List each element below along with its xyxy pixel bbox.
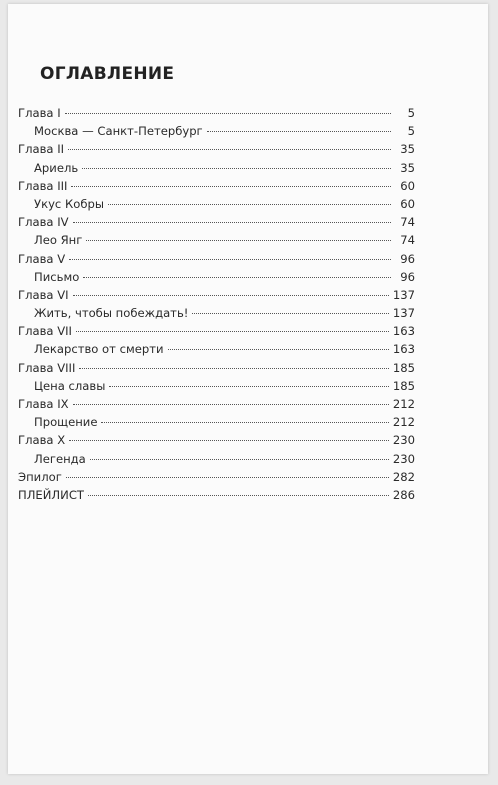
toc-page-number: 185 bbox=[392, 378, 415, 393]
toc-entry bbox=[18, 104, 415, 122]
toc-page-number: 212 bbox=[392, 415, 415, 430]
toc-page-number: 5 bbox=[407, 106, 415, 120]
toc-page-number: 282 bbox=[392, 469, 415, 484]
dot-leader bbox=[73, 294, 389, 296]
toc-subentry bbox=[18, 268, 415, 286]
toc-page-number: 96 bbox=[400, 251, 415, 266]
dot-leader bbox=[90, 458, 389, 460]
toc-page-number: 185 bbox=[392, 360, 415, 375]
toc-subentry bbox=[18, 231, 415, 249]
toc-entry bbox=[18, 431, 415, 449]
dot-leader bbox=[83, 276, 391, 278]
toc-entry bbox=[18, 468, 415, 486]
toc-entry-title: Жить, чтобы побеждать! bbox=[34, 306, 189, 321]
dot-leader bbox=[168, 348, 389, 350]
page-title: ОГЛАВЛЕНИЕ bbox=[40, 64, 175, 84]
toc-entry-title: Цена славы bbox=[34, 378, 106, 393]
toc-entry-title: Ариель bbox=[34, 160, 79, 175]
toc-page-number: 74 bbox=[400, 233, 415, 248]
toc-entry bbox=[18, 395, 415, 413]
toc-entry-title: ПЛЕЙЛИСТ bbox=[18, 487, 85, 502]
toc-subentry bbox=[18, 450, 415, 468]
toc-entry bbox=[18, 250, 415, 268]
dot-leader bbox=[79, 367, 388, 369]
toc-entry bbox=[18, 359, 415, 377]
dot-leader bbox=[192, 312, 388, 314]
toc-entry bbox=[18, 213, 415, 231]
toc-page-number: 35 bbox=[400, 160, 415, 175]
toc-subentry bbox=[18, 195, 415, 213]
dot-leader bbox=[65, 112, 391, 114]
dot-leader bbox=[86, 239, 391, 241]
toc-entry-title: Глава III bbox=[18, 178, 68, 193]
toc-entry-title: Глава VIII bbox=[18, 360, 76, 375]
toc-entry-title: Глава I bbox=[18, 106, 61, 120]
dot-leader bbox=[69, 258, 391, 260]
toc-page-number: 74 bbox=[400, 215, 415, 230]
toc-page-number: 230 bbox=[392, 451, 415, 466]
dot-leader bbox=[88, 494, 389, 496]
toc-page-number: 163 bbox=[392, 342, 415, 357]
toc-entry bbox=[18, 486, 415, 504]
dot-leader bbox=[109, 385, 388, 387]
dot-leader bbox=[101, 421, 388, 423]
toc-page-number: 137 bbox=[392, 306, 415, 321]
toc-entry-title: Глава X bbox=[18, 433, 66, 448]
toc-page-number: 230 bbox=[392, 433, 415, 448]
toc-entry bbox=[18, 177, 415, 195]
toc-entry-title: Лекарство от смерти bbox=[34, 342, 164, 357]
dot-leader bbox=[108, 203, 391, 205]
dot-leader bbox=[73, 221, 391, 223]
dot-leader bbox=[76, 330, 389, 332]
toc-entry bbox=[18, 322, 415, 340]
dot-leader bbox=[68, 148, 391, 150]
dot-leader bbox=[69, 439, 389, 441]
dot-leader bbox=[73, 403, 389, 405]
toc-page-number: 60 bbox=[400, 178, 415, 193]
toc-entry-title: Глава IX bbox=[18, 397, 69, 411]
toc-entry-title: Глава II bbox=[18, 142, 65, 157]
toc-entry-title: Глава VII bbox=[18, 324, 72, 339]
toc-page-number: 96 bbox=[400, 269, 415, 284]
toc-subentry bbox=[18, 122, 415, 140]
dot-leader bbox=[71, 185, 391, 187]
toc-page-number: 5 bbox=[407, 124, 415, 139]
toc-entry-title: Легенда bbox=[34, 451, 86, 466]
toc-subentry bbox=[18, 377, 415, 395]
toc-entry-title: Письмо bbox=[34, 269, 80, 284]
toc-entry-title: Глава V bbox=[18, 251, 66, 266]
dot-leader bbox=[82, 167, 391, 169]
dot-leader bbox=[66, 476, 389, 478]
toc-subentry bbox=[18, 304, 415, 322]
toc-entry-title: Прощение bbox=[34, 415, 98, 430]
toc-page-number: 60 bbox=[400, 196, 415, 211]
toc-subentry bbox=[18, 340, 415, 358]
toc-page-number: 35 bbox=[400, 142, 415, 157]
book-page bbox=[8, 4, 488, 774]
toc-page-number: 137 bbox=[392, 287, 415, 302]
toc-entry-title: Москва — Санкт-Петербург bbox=[34, 124, 203, 139]
toc-page-number: 163 bbox=[392, 324, 415, 339]
toc-page-number: 286 bbox=[392, 487, 415, 502]
toc-entry-title: Лео Янг bbox=[34, 233, 83, 248]
toc-entry-title: Эпилог bbox=[18, 469, 62, 484]
toc-subentry bbox=[18, 159, 415, 177]
toc-entry-title: Глава VI bbox=[18, 287, 69, 302]
dot-leader bbox=[207, 130, 391, 132]
toc-entry-title: Глава IV bbox=[18, 215, 69, 230]
toc-entry bbox=[18, 286, 415, 304]
toc-entry-title: Укус Кобры bbox=[34, 196, 104, 211]
toc-subentry bbox=[18, 413, 415, 431]
toc-entry bbox=[18, 140, 415, 158]
toc-page-number: 212 bbox=[392, 397, 415, 411]
table-of-contents bbox=[18, 104, 415, 504]
